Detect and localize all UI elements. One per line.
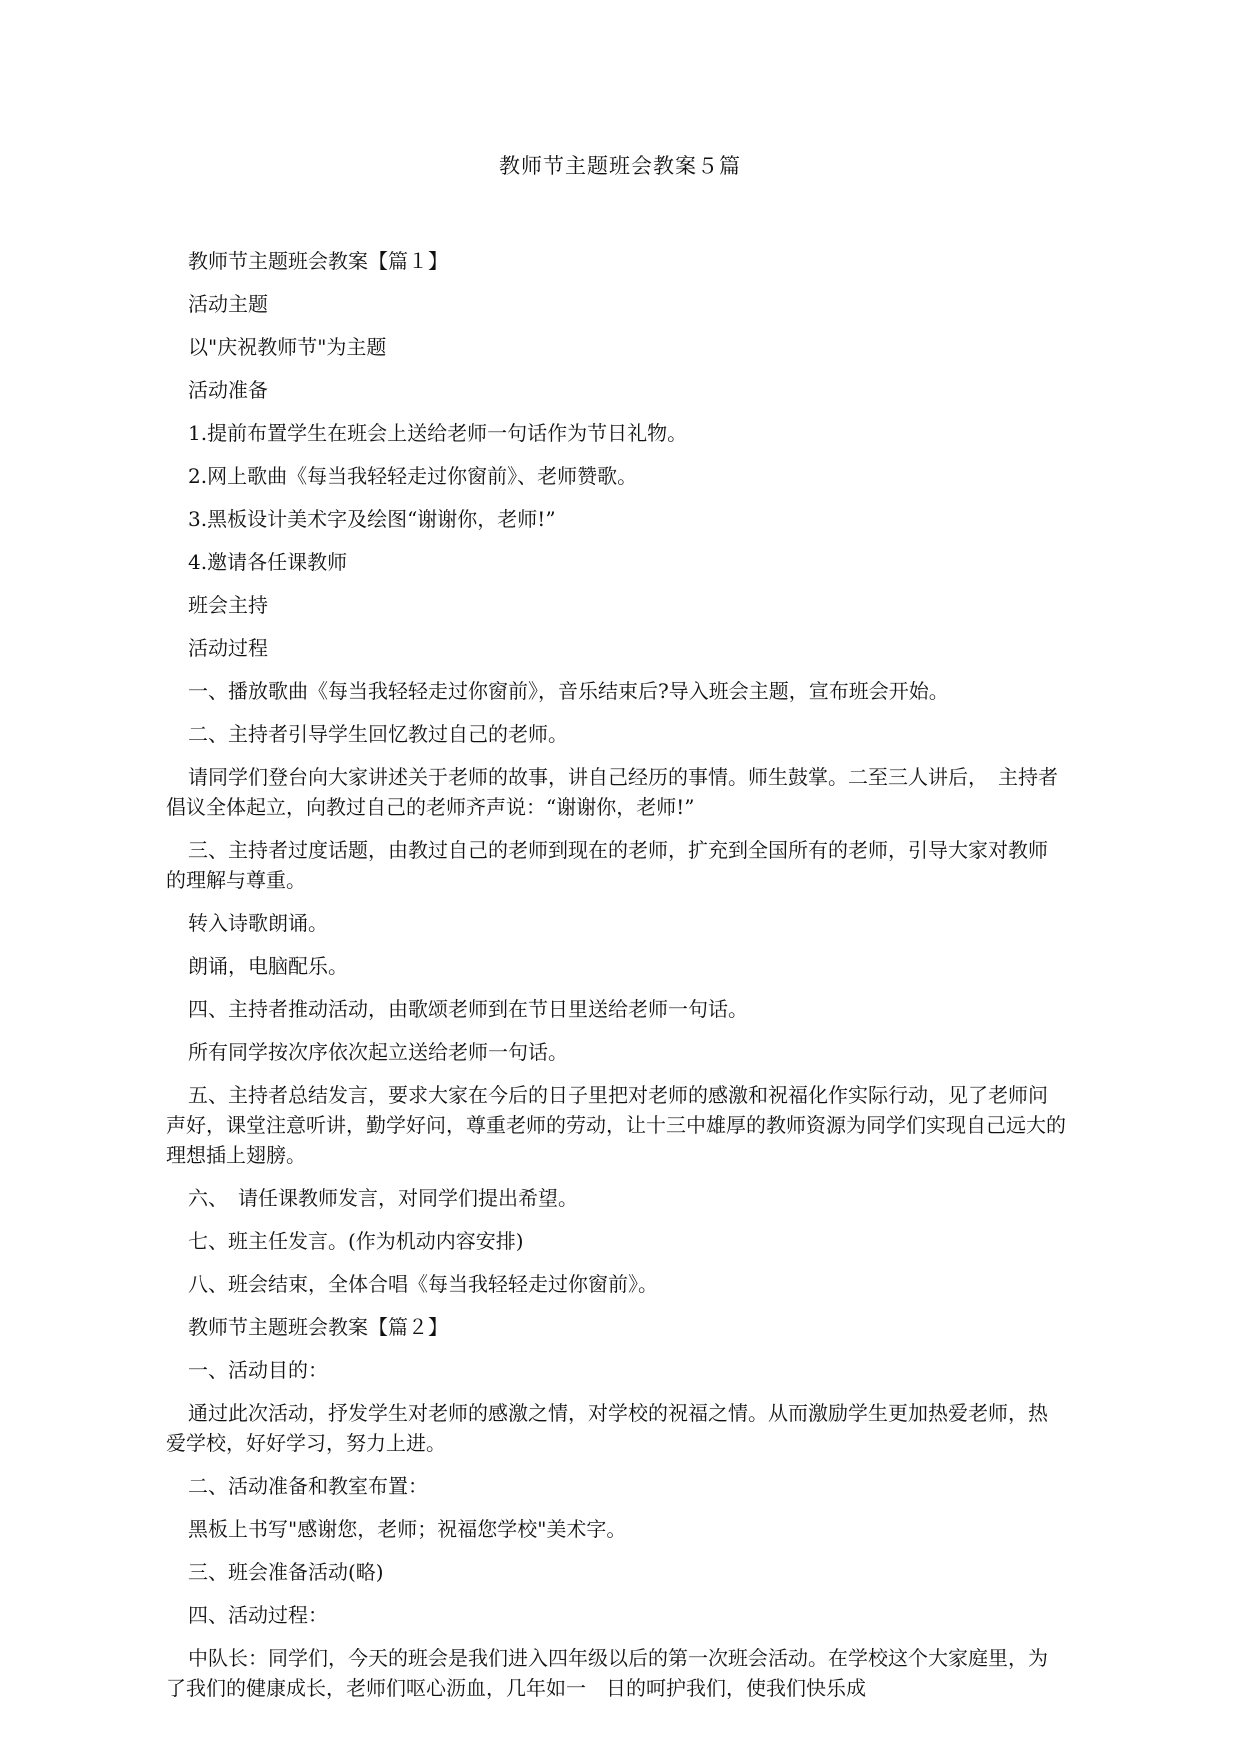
paragraph: 七、班主任发言。(作为机动内容安排): [188, 1229, 524, 1253]
paragraph: 4.邀请各任课教师: [188, 550, 348, 574]
section-heading-1: 教师节主题班会教案【篇１】: [188, 249, 448, 273]
paragraph: 黑板上书写"感谢您，老师；祝福您学校"美术字。: [188, 1517, 627, 1541]
paragraph: 活动过程: [188, 636, 268, 660]
paragraph: 2.网上歌曲《每当我轻轻走过你窗前》、老师赞歌。: [188, 464, 638, 488]
paragraph: 以"庆祝教师节"为主题: [188, 335, 387, 359]
paragraph: 四、主持者推动活动，由歌颂老师到在节日里送给老师一句话。: [188, 997, 748, 1021]
paragraph: 3.黑板设计美术字及绘图“谢谢你，老师!”: [188, 507, 556, 531]
paragraph: 二、主持者引导学生回忆教过自己的老师。: [188, 722, 568, 746]
paragraph: 中队长：同学们，今天的班会是我们进入四年级以后的第一次班会活动。在学校这个大家庭里，为了我们的健康成长，老师们呕心沥血，几年如一 日的呵护我们，使我们快乐成: [166, 1646, 1048, 1700]
paragraph: 朗诵，电脑配乐。: [188, 954, 348, 978]
document-body: [166, 246, 1066, 1716]
paragraph: 1.提前布置学生在班会上送给老师一句话作为节日礼物。: [188, 421, 688, 445]
paragraph: 转入诗歌朗诵。: [188, 911, 328, 935]
paragraph: 三、主持者过度话题，由教过自己的老师到现在的老师，扩充到全国所有的老师，引导大家对教师的理解与尊重。: [166, 838, 1048, 892]
paragraph: 活动准备: [188, 378, 268, 402]
paragraph: 二、活动准备和教室布置：: [188, 1474, 428, 1498]
paragraph: 请同学们登台向大家讲述关于老师的故事，讲自己经历的事情。师生鼓掌。二至三人讲后， 主持者倡议全体起立，向教过自己的老师齐声说：“谢谢你，老师!”: [166, 765, 1058, 819]
section-heading-2: 教师节主题班会教案【篇２】: [188, 1315, 448, 1339]
paragraph: 六、 请任课教师发言，对同学们提出希望。: [188, 1186, 578, 1210]
paragraph: 三、班会准备活动(略): [188, 1560, 384, 1584]
paragraph: 活动主题: [188, 292, 268, 316]
paragraph: 一、播放歌曲《每当我轻轻走过你窗前》，音乐结束后?导入班会主题，宣布班会开始。: [188, 679, 949, 703]
paragraph: 八、班会结束，全体合唱《每当我轻轻走过你窗前》。: [188, 1272, 658, 1296]
paragraph: 五、主持者总结发言，要求大家在今后的日子里把对老师的感激和祝福化作实际行动，见了老师问声好，课堂注意听讲，勤学好问，尊重老师的劳动，让十三中雄厚的教师资源为同学们实现自己远大的理想插上翅膀。: [166, 1083, 1066, 1167]
document-title: 教师节主题班会教案５篇: [499, 154, 741, 178]
paragraph: 所有同学按次序依次起立送给老师一句话。: [188, 1040, 568, 1064]
paragraph: 班会主持: [188, 593, 268, 617]
paragraph: 一、活动目的：: [188, 1358, 328, 1382]
paragraph: 四、活动过程：: [188, 1603, 328, 1627]
paragraph: 通过此次活动，抒发学生对老师的感激之情，对学校的祝福之情。从而激励学生更加热爱老师，热爱学校，好好学习，努力上进。: [166, 1401, 1048, 1455]
